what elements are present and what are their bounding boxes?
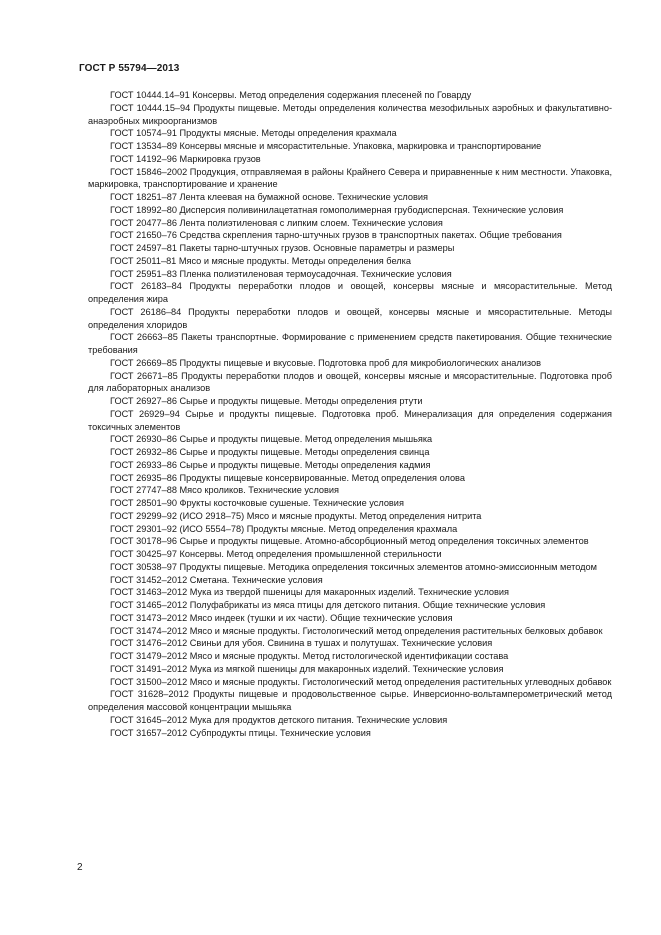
reference-item: ГОСТ 31476–2012 Свиньи для убоя. Свинина в тушах и полутушах. Технические условия bbox=[110, 638, 493, 649]
reference-item: ГОСТ 20477–86 Лента полиэтиленовая с липким слоем. Технические условия bbox=[110, 217, 443, 228]
reference-item: ГОСТ 13534–89 Консервы мясные и мясорастительные. Упаковка, маркировка и транспортирование bbox=[110, 141, 542, 151]
reference-item: ГОСТ 21650–76 Средства скрепления тарно-штучных грузов в транспортных пакетах. Общие требования bbox=[110, 230, 562, 241]
document-header: ГОСТ Р 55794—2013 bbox=[79, 63, 180, 74]
reference-item: ГОСТ 26186–84 Продукты переработки плодов и овощей, консервы мясные и мясорастительные. Методы определения хлоридов bbox=[88, 306, 612, 330]
reference-item: ГОСТ 25951–83 Пленка полиэтиленовая термоусадочная. Технические условия bbox=[110, 268, 452, 279]
reference-item: ГОСТ 31628–2012 Продукты пищевые и продовольственное сырье. Инверсионно-вольтамперометрический метод определения массовой концентрации мышьяка bbox=[88, 689, 612, 712]
reference-item: ГОСТ 31500–2012 Мясо и мясные продукты. Гистологический метод определения растительных углеводных добавок bbox=[110, 676, 612, 687]
reference-item: ГОСТ 14192–96 Маркировка грузов bbox=[110, 153, 261, 164]
reference-item: ГОСТ 18992–80 Дисперсия поливинилацетатная гомополимерная грубодисперсная. Технические условия bbox=[110, 204, 564, 215]
reference-item: ГОСТ 28501–90 Фрукты косточковые сушеные. Технические условия bbox=[110, 498, 404, 508]
reference-item: ГОСТ 26927–86 Сырье и продукты пищевые. Методы определения ртути bbox=[110, 396, 423, 406]
reference-item: ГОСТ 31463–2012 Мука из твердой пшеницы для макаронных изделий. Технические условия bbox=[110, 587, 510, 598]
reference-item: ГОСТ 31465–2012 Полуфабрикаты из мяса птицы для детского питания. Общие технические условия bbox=[110, 600, 546, 610]
reference-item: ГОСТ 26671–85 Продукты переработки плодов и овощей, консервы мясные и мясорастительные. Подготовка проб для лабораторных анализов bbox=[88, 370, 612, 394]
reference-item: ГОСТ 31479–2012 Мясо и мясные продукты. Метод гистологической идентификации состава bbox=[110, 651, 509, 661]
reference-item: ГОСТ 27747–88 Мясо кроликов. Технические условия bbox=[110, 485, 340, 496]
reference-item: ГОСТ 31474–2012 Мясо и мясные продукты. Гистологический метод определения растительных белковых добавок bbox=[110, 625, 603, 636]
reference-item: ГОСТ 26933–86 Сырье и продукты пищевые. Методы определения кадмия bbox=[110, 459, 431, 470]
reference-item: ГОСТ 26929–94 Сырье и продукты пищевые. Подготовка проб. Минерализация для определения содержания токсичных элементов bbox=[88, 408, 612, 432]
reference-item: ГОСТ 31452–2012 Сметана. Технические условия bbox=[110, 574, 323, 585]
page-number: 2 bbox=[77, 862, 83, 873]
reference-item: ГОСТ 25011–81 Мясо и мясные продукты. Методы определения белка bbox=[110, 255, 411, 266]
reference-item: ГОСТ 26663–85 Пакеты транспортные. Формирование с применением средств пакетирования. Общие технические требования bbox=[88, 332, 612, 355]
normative-references-list bbox=[88, 89, 612, 739]
reference-item: ГОСТ 24597–81 Пакеты тарно-штучных грузов. Основные параметры и размеры bbox=[110, 243, 455, 253]
reference-item: ГОСТ 30178–96 Сырье и продукты пищевые. Атомно-абсорбционный метод определения токсичных элементов bbox=[110, 536, 589, 547]
reference-item: ГОСТ 31491–2012 Мука из мягкой пшеницы для макаронных изделий. Технические условия bbox=[110, 663, 504, 674]
reference-item: ГОСТ 26183–84 Продукты переработки плодов и овощей, консервы мясные и мясорастительные. Метод определения жира bbox=[88, 281, 612, 304]
reference-item: ГОСТ 15846–2002 Продукция, отправляемая в районы Крайнего Севера и приравненные к ним местности. Упаковка, маркировка, транспортирование и хранение bbox=[88, 166, 612, 190]
reference-item: ГОСТ 31645–2012 Мука для продуктов детского питания. Технические условия bbox=[110, 714, 448, 725]
reference-item: ГОСТ 26935–86 Продукты пищевые консервированные. Метод определения олова bbox=[110, 472, 465, 483]
reference-item: ГОСТ 26930–86 Сырье и продукты пищевые. Метод определения мышьяка bbox=[110, 434, 433, 445]
reference-item: ГОСТ 10444.14–91 Консервы. Метод определения содержания плесеней по Говарду bbox=[110, 90, 472, 100]
reference-item: ГОСТ 29299–92 (ИСО 2918–75) Мясо и мясные продукты. Метод определения нитрита bbox=[110, 510, 482, 521]
reference-item: ГОСТ 10444.15–94 Продукты пищевые. Методы определения количества мезофильных аэробных и факультативно-анаэробных микроорганизмов bbox=[88, 102, 612, 126]
reference-item: ГОСТ 18251–87 Лента клеевая на бумажной основе. Технические условия bbox=[110, 192, 428, 202]
reference-item: ГОСТ 31473–2012 Мясо индеек (тушки и их части). Общие технические условия bbox=[110, 612, 453, 623]
reference-item: ГОСТ 30538–97 Продукты пищевые. Методика определения токсичных элементов атомно-эмиссионным методом bbox=[110, 561, 597, 572]
reference-item: ГОСТ 31657–2012 Субпродукты птицы. Технические условия bbox=[110, 727, 371, 738]
reference-item: ГОСТ 30425–97 Консервы. Метод определения промышленной стерильности bbox=[110, 549, 442, 559]
reference-item: ГОСТ 26669–85 Продукты пищевые и вкусовые. Подготовка проб для микробиологических анализов bbox=[110, 357, 541, 368]
reference-item: ГОСТ 26932–86 Сырье и продукты пищевые. Методы определения свинца bbox=[110, 447, 430, 457]
reference-item: ГОСТ 10574–91 Продукты мясные. Методы определения крахмала bbox=[110, 128, 397, 139]
reference-item: ГОСТ 29301–92 (ИСО 5554–78) Продукты мясные. Метод определения крахмала bbox=[110, 523, 458, 534]
